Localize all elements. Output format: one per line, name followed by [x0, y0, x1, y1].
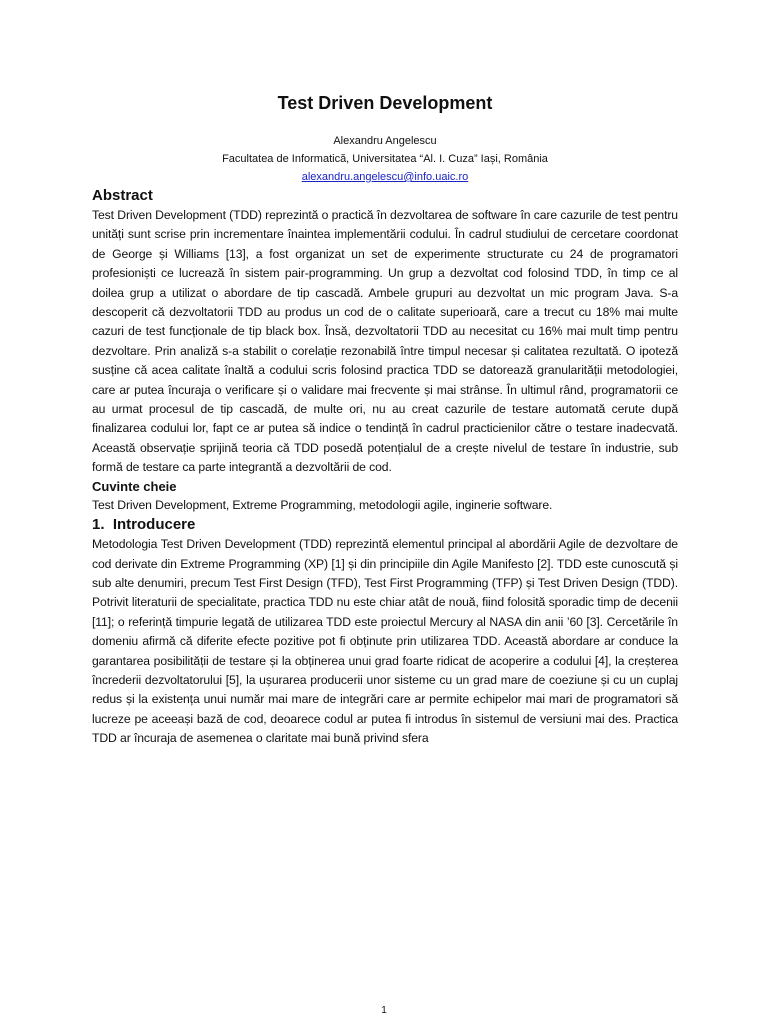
introduction-paragraph: Metodologia Test Driven Development (TDD) reprezintă elementul principal al abordării Agile de dezvoltare de cod derivate din Extreme Programming (XP) [1] și din principiile din Agile Manifesto [2]. TDD este cunoscută și sub alte denumiri, precum Test First Design (TFD), Test First Programming (TFP) și Test Driven Design (TDD). Potrivit literaturii de specialitate, practica TDD nu este chiar atât de nouă, fiind folosită sporadic timp de decenii [11]; o referință timpurie legată de utilizarea TDD este proiectul Mercury al NASA din anii ’60 [3]. Cercetările în domeniu afirmă că diferite efecte pozitive pot fi obținute prin utilizarea TDD. Această abordare ar conduce la garantarea posibilității de testare și la obținerea unui grad foarte ridicat de acoperire a codului [4], la creșterea încrederii dezvoltatorului [5], la ușurarea producerii unor sisteme cu un grad mare de coeziune și cu un cuplaj redus și la existența unui număr mai mare de integrări care ar permite echipelor mai mari de programatori să lucreze pe aceeași bază de cod, deoarece codul ar putea fi introdus în sistemul de versiuni mai des. Practica TDD ar încuraja de asemenea o claritate mai bună privind sfera: [92, 537, 678, 746]
author-block: [92, 132, 678, 186]
paper-content: [92, 88, 678, 749]
page-number: 1: [381, 1005, 387, 1016]
paper-title: Test Driven Development: [277, 93, 493, 113]
abstract-heading: Abstract: [92, 187, 153, 204]
author-name: Alexandru Angelescu: [333, 135, 437, 147]
keywords-paragraph: Test Driven Development, Extreme Programming, metodologii agile, inginerie software.: [92, 497, 553, 512]
author-affiliation: Facultatea de Informatică, Universitatea “Al. I. Cuza” Iași, România: [222, 153, 548, 165]
author-email-link[interactable]: alexandru.angelescu@info.uaic.ro: [301, 171, 469, 183]
keywords-heading: Cuvinte cheie: [92, 478, 177, 494]
abstract-paragraph: Test Driven Development (TDD) reprezintă o practică în dezvoltarea de software în care cazurile de test pentru unități sunt scrise prin incrementare înaintea implementării codului. În cadrul studiului de cercetare coordonat de George și Williams [13], a fost organizat un set de experimente structurate cu 24 de programatori profesioniști ce lucrează în sistem pair-programming. Un grup a dezvoltat cod folosind TDD, în timp ce al doilea grup a utilizat o abordare de tip cascadă. Ambele grupuri au dezvoltat un mic program Java. S-a descoperit că dezvoltatorii TDD au produs un cod de o calitate superioară, care a trecut cu 18% mai multe cazuri de test funcționale de tip black box. Însă, dezvoltatorii TDD au necesitat cu 16% mai mult timp pentru dezvoltare. Prin analiză s-a stabilit o corelație rezonabilă între timpul necesar și calitatea rezultată. O ipoteză susține că acea calitate înaltă a codului scris folosind practica TDD se datorează granularității metodologiei, care ar putea încuraja o verificare și o validare mai frecvente și mai strânse. În ultimul rând, programatorii ce au urmat procesul de tip cascadă, de multe ori, nu au creat cazurile de testare automată cerute după finalizarea codului lor, fapt ce ar putea să indice o tendință în cadrul practicienilor către o testare inadecvată. Această observație sprijină teoria că TDD posedă potențialul de a crește nivelul de testare în industrie, sub formă de testare ca parte integrantă a dezvoltării de cod.: [92, 208, 678, 475]
introduction-heading: 1. Introducere: [92, 516, 196, 534]
